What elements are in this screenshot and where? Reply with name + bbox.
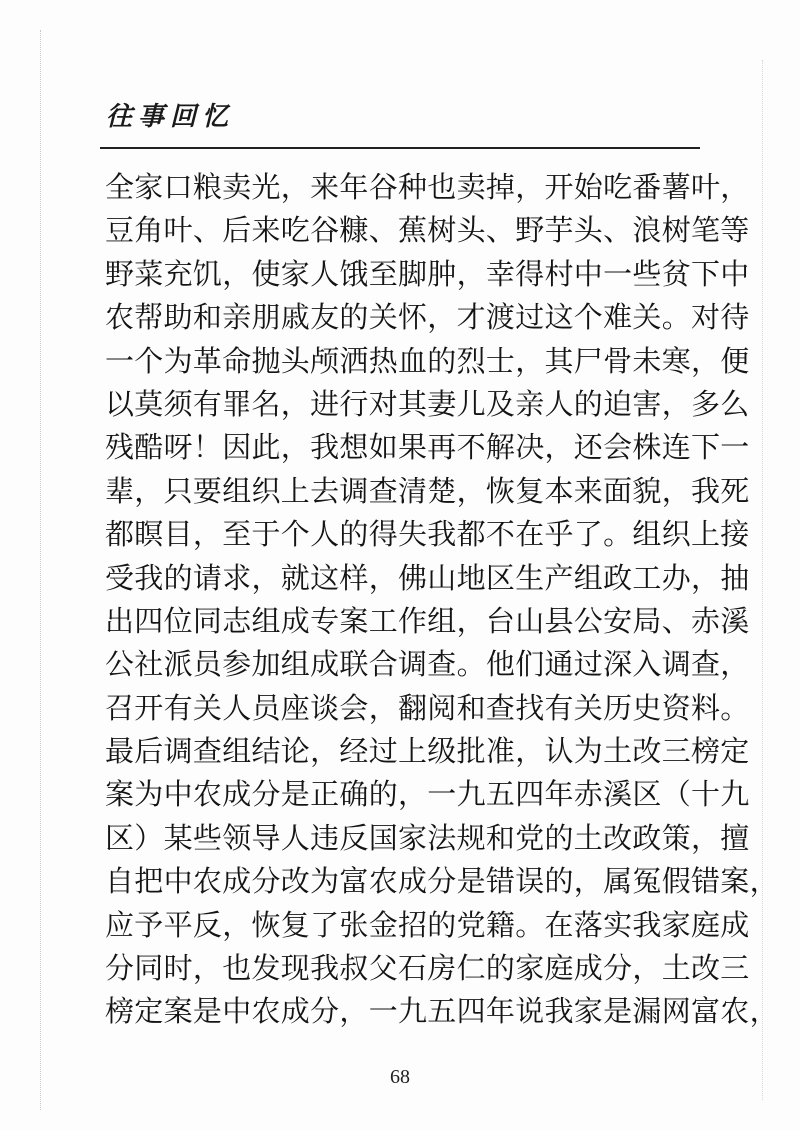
text-line: 召开有关人员座谈会，翻阅和查找有关历史资料。 [105, 690, 750, 725]
text-line: 自把中农成分改为富农成分是错误的，属冤假错案， [105, 864, 779, 899]
header-rule [100, 147, 700, 149]
body-text [105, 166, 779, 1034]
running-head-title: 往事回忆 [106, 102, 235, 132]
text-line: 应予平反，恢复了张金招的党籍。在落实我家庭成 [105, 907, 750, 942]
text-line: 区）某些领导人违反国家法规和党的土改政策，擅 [105, 820, 750, 855]
text-line: 公社派员参加组成联合调查。他们通过深入调查， [105, 647, 750, 682]
text-line: 野菜充饥，使家人饿至脚肿，幸得村中一些贫下中 [105, 256, 750, 291]
text-line: 豆角叶、后来吃谷糠、蕉树头、野芋头、浪树笔等 [105, 213, 750, 248]
text-line: 农帮助和亲朋戚友的关怀，才渡过这个难关。对待 [105, 300, 750, 335]
text-line: 全家口粮卖光，来年谷种也卖掉，开始吃番薯叶， [105, 170, 750, 204]
text-line: 出四位同志组成专案工作组，台山县公安局、赤溪 [105, 603, 750, 638]
page-number: 68 [390, 1066, 410, 1088]
text-line: 受我的请求，就这样，佛山地区生产组政工办，抽 [105, 560, 750, 595]
text-line: 分同时，也发现我叔父石房仁的家庭成分，土改三 [105, 951, 750, 986]
text-line: 辈，只要组织上去调查清楚，恢复本来面貌，我死 [105, 473, 750, 508]
text-line: 以莫须有罪名，进行对其妻儿及亲人的迫害，多么 [105, 386, 750, 421]
scan-edge-right [762, 60, 763, 1100]
text-line: 一个为革命抛头颅洒热血的烈士，其尸骨未寒，便 [105, 343, 750, 378]
scan-edge-left [40, 30, 41, 1110]
text-line: 都瞑目，至于个人的得失我都不在乎了。组织上接 [105, 517, 750, 552]
text-line: 残酷呀！因此，我想如果再不解决，还会株连下一 [105, 430, 750, 465]
text-line: 案为中农成分是正确的，一九五四年赤溪区（十九 [105, 777, 750, 812]
text-line: 最后调查组结论，经过上级批准，认为土改三榜定 [105, 734, 750, 769]
text-line: 榜定案是中农成分，一九五四年说我家是漏网富农， [105, 994, 779, 1029]
